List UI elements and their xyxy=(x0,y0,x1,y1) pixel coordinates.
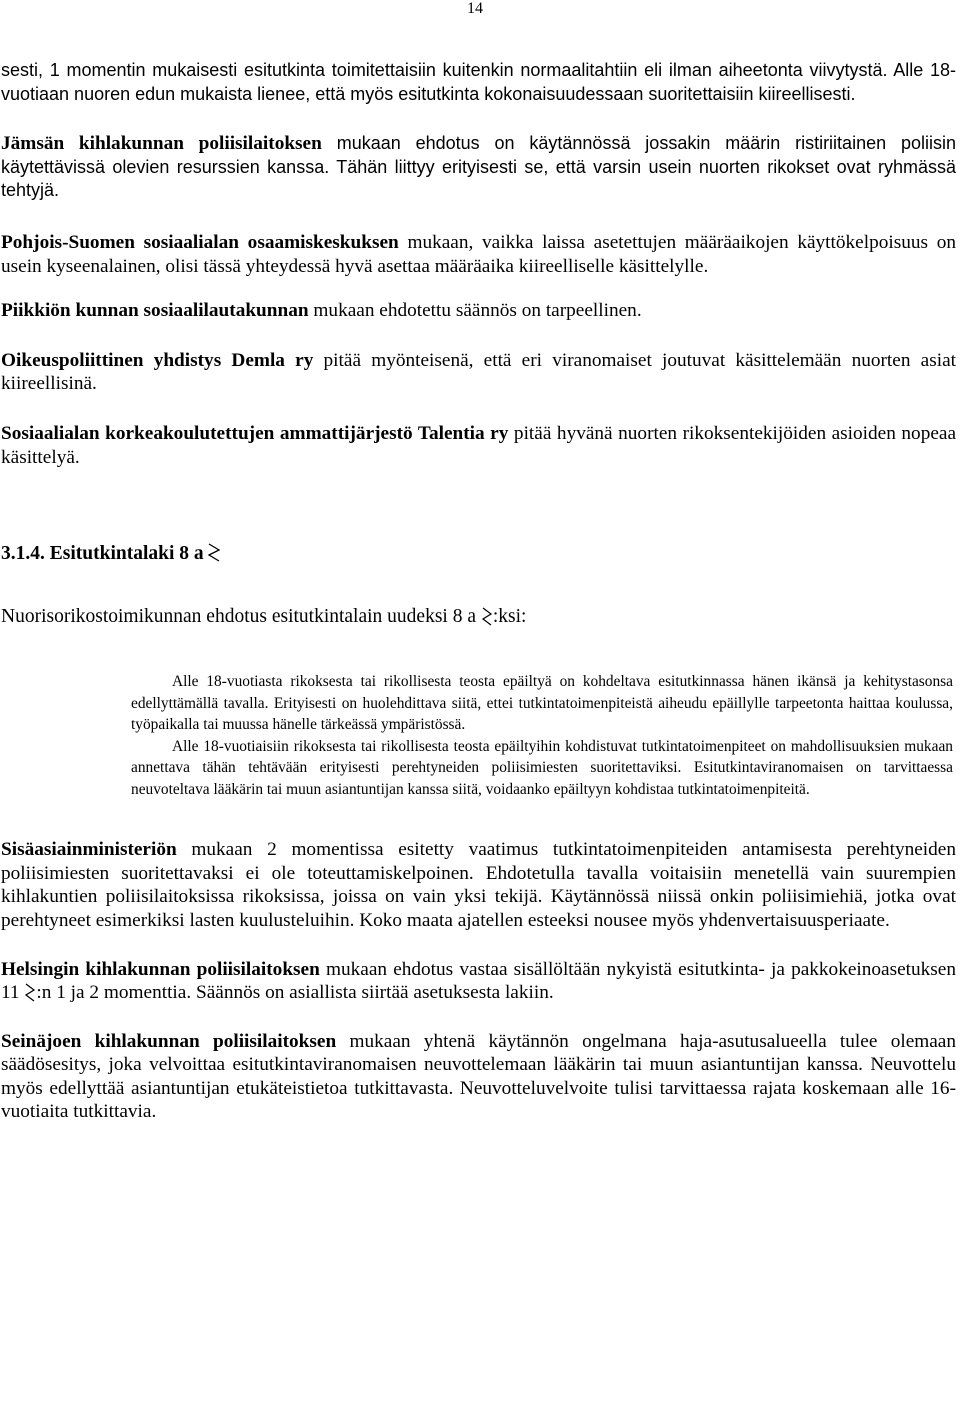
proposal-intro: Nuorisorikostoimikunnan ehdotus esitutkintalain uudeksi 8 a :ksi: xyxy=(1,606,527,628)
paragraph-demla: Oikeuspoliittinen yhdistys Demla ry pitää myönteisenä, että eri viranomaiset joutuvat käsittelemään nuorten asiat kiireellisinä. xyxy=(1,349,956,395)
paragraph-lead: Piikkiön kunnan sosiaalilautakunnan xyxy=(1,300,309,322)
paragraph-helsinki: Helsingin kihlakunnan poliisilaitoksen mukaan ehdotus vastaa sisällöltään nykyistä esitutkinta- ja pakkokeinoasetuksen 11 :n 1 ja 2 momenttia. Säännös on asiallista siirtää asetuksesta lakiin. xyxy=(1,958,956,1004)
quote-paragraph-2: Alle 18-vuotiaisiin rikoksesta tai rikollisesta teosta epäiltyihin kohdistuvat tutkintatoimenpiteet on mahdollisuuksien mukaan annettava tähän tehtävään erityisesti perehtyneiden poliisimiesten suoritettaviksi. Esitutkintaviranomaisen on tarvittaessa neuvoteltava lääkärin tai muun asiantuntijan kanssa siitä, voidaanko epäiltyyn kohdistaa tutkintatoimenpiteitä. xyxy=(131,737,953,798)
paragraph-pohjois-suomi: Pohjois-Suomen sosiaalialan osaamiskeskuksen mukaan, vaikka laissa asetettujen määräaikojen käyttökelpoisuus on usein kyseenalainen, olisi tässä yhteydessä hyvä asettaa määräaika kiireelliselle käsittelylle. xyxy=(1,231,956,277)
paragraph-1: sesti, 1 momentin mukaisesti esitutkinta toimitettaisiin kuitenkin normaalitahtiin eli ilman aiheetonta viivytystä. Alle 18-vuotiaan nuoren edun mukaista lienee, että myös esitutkinta kokonaisuudessaan suoritettaisiin kiireellisesti. xyxy=(1,60,956,104)
paragraph-seinajoki: Seinäjoen kihlakunnan poliisilaitoksen mukaan yhtenä käytännön ongelmana haja-asutusalueella tulee olemaan säädösesitys, joka velvoittaa esitutkintaviranomaisen neuvottelemaan lääkärin tai muun asiantuntijan kanssa. Neuvottelu myös edellyttää asiantuntijan etukäteistietoa tutkittavasta. Neuvotteluvelvoite tulisi tarvittaessa rajata koskemaan alle 16-vuotiaita tutkittavia. xyxy=(1,1030,957,1123)
section-mark-icon xyxy=(208,541,220,563)
section-heading: 3.1.4. Esitutkintalaki 8 a xyxy=(1,541,956,566)
paragraph-lead: Oikeuspoliittinen yhdistys Demla ry xyxy=(1,349,314,371)
paragraph-lead: Jämsän kihlakunnan poliisilaitoksen xyxy=(1,133,322,155)
paragraph-talentia: Sosiaalialan korkeakoulutettujen ammattijärjestö Talentia ry pitää hyvänä nuorten rikoksentekijöiden asioiden nopeaa käsittelyä. xyxy=(1,422,957,468)
paragraph-lead: Helsingin kihlakunnan poliisilaitoksen xyxy=(1,958,320,980)
section-mark-icon xyxy=(482,606,492,626)
paragraph-piikkio: Piikkiön kunnan sosiaalilautakunnan mukaan ehdotettu säännös on tarpeellinen. xyxy=(1,300,642,322)
paragraph-jamsa: Jämsän kihlakunnan poliisilaitoksen mukaan ehdotus on käytännössä jossakin määrin ristiriitainen poliisin käytettävissä olevien resurssien kanssa. Tähän liittyy erityisesti se, että varsin usein nuorten rikokset ovat ryhmässä tehtyjä. xyxy=(1,133,956,201)
page-number: 14 xyxy=(467,0,483,17)
paragraph-lead: Seinäjoen kihlakunnan poliisilaitoksen xyxy=(1,1030,337,1052)
proposal-quote xyxy=(131,671,953,800)
quote-paragraph-1: Alle 18-vuotiasta rikoksesta tai rikollisesta teosta epäiltyä on kohdeltava esitutkinnassa hänen ikänsä ja kehitystasonsa edellyttämällä tavalla. Erityisesti on huolehdittava siitä, ettei tutkintatoimenpiteistä aiheudu epäillylle tarpeetonta haittaa koulussa, työpaikalla tai muussa hänelle tärkeässä ympäristössä. xyxy=(131,673,953,734)
section-mark-icon xyxy=(25,982,35,1002)
paragraph-sisaasiainministerio: Sisäasiainministeriön mukaan 2 momentissa esitetty vaatimus tutkintatoimenpiteiden antamisesta perehtyneiden poliisimiesten suoritettavaksi ei ole toteuttamiskelpoinen. Ehdotetulla tavalla voitaisiin menetellä vain suurempien kihlakuntien poliisilaitoksissa rikoksissa, joissa on vain yksi tekijä. Käytännössä niissä onkin poliisimiehiä, jotka ovat perehtyneet esimerkiksi lasten kuulusteluihin. Koko maata ajatellen esteeksi nousee myös yhdenvertaisuusperiaate. xyxy=(1,839,956,931)
document-body xyxy=(1,59,956,1124)
paragraph-lead: Pohjois-Suomen sosiaalialan osaamiskeskuksen xyxy=(1,231,399,253)
paragraph-lead: Sisäasiainministeriön xyxy=(1,839,177,861)
paragraph-lead: Sosiaalialan korkeakoulutettujen ammattijärjestö Talentia ry xyxy=(1,422,509,444)
